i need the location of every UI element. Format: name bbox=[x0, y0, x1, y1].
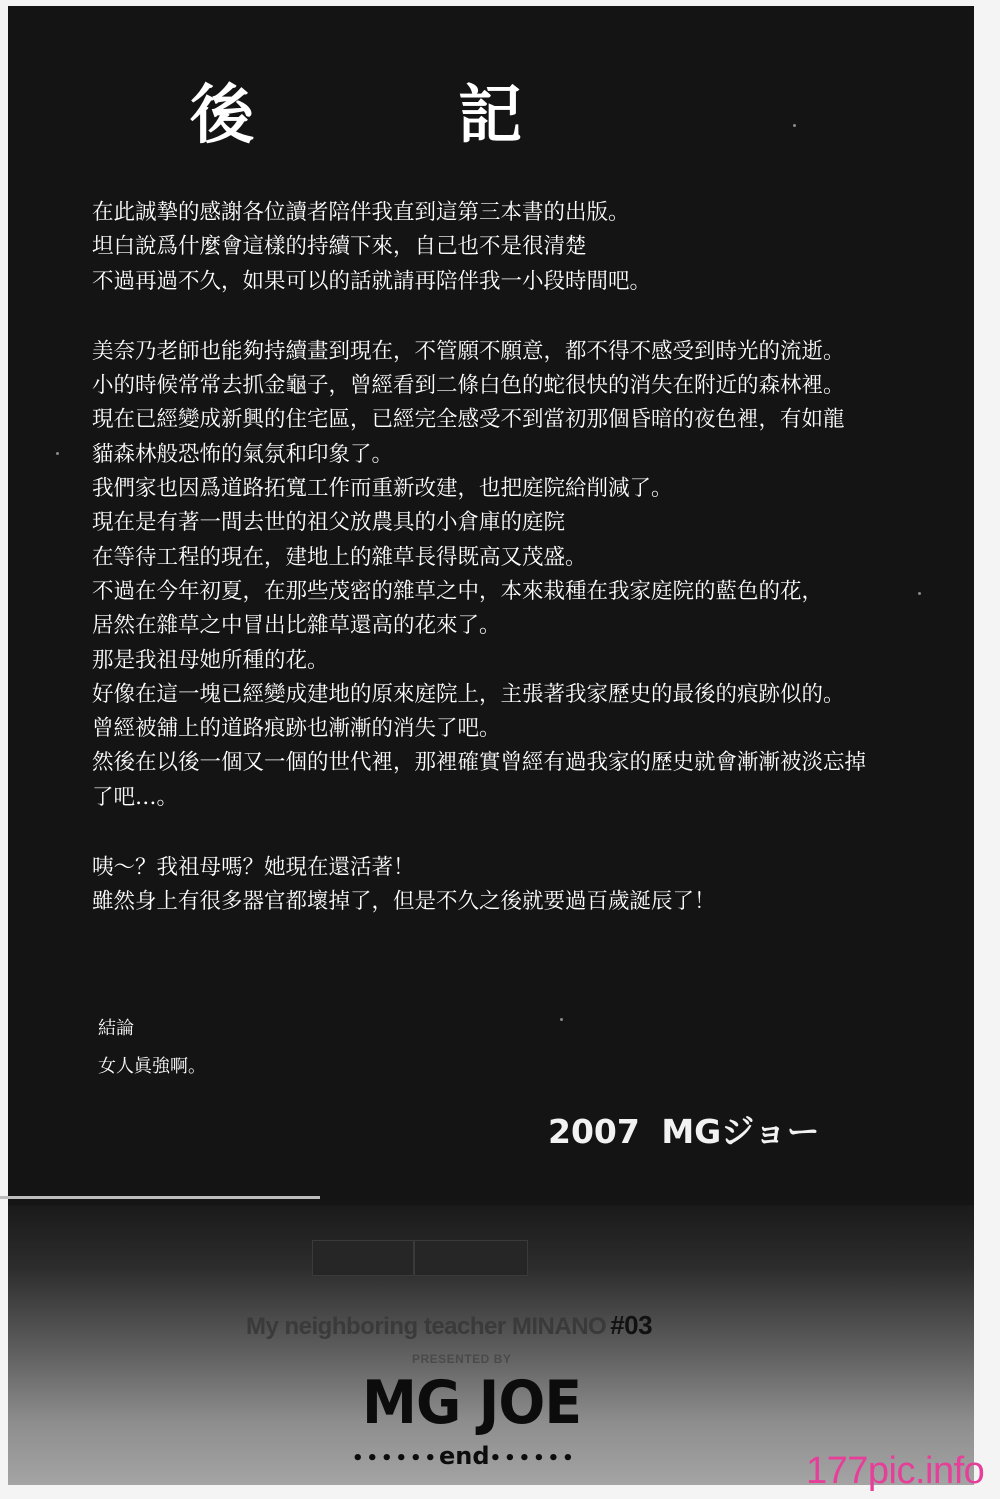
print-speck bbox=[56, 452, 59, 455]
paragraph-3 bbox=[92, 851, 872, 920]
end-mark bbox=[352, 1442, 577, 1470]
paragraph-2 bbox=[92, 335, 872, 815]
decorative-block-right bbox=[414, 1240, 528, 1276]
print-speck bbox=[918, 592, 921, 595]
author-signature: 2007 MGジョー bbox=[548, 1112, 820, 1151]
afterword-body bbox=[92, 196, 872, 956]
conclusion-text: 女人眞強啊。 bbox=[98, 1056, 206, 1077]
author-logo-text: MG JOE bbox=[362, 1368, 582, 1438]
paragraph-1 bbox=[92, 196, 872, 299]
series-title-text: My neighboring teacher MINANO bbox=[246, 1313, 607, 1340]
decorative-block-left bbox=[312, 1240, 414, 1276]
text-line: 然後在以後一個又一個的世代裡，那裡確實曾經有過我家的歷史就會漸漸被淡忘掉 bbox=[92, 750, 867, 776]
text-line: 不過再過不久，如果可以的話就請再陪伴我一小段時間吧。 bbox=[92, 268, 652, 294]
volume-number: #03 bbox=[610, 1310, 653, 1340]
presented-by-label: PRESENTED BY bbox=[412, 1352, 512, 1366]
text-line: 居然在雜草之中冒出比雜草還高的花來了。 bbox=[92, 613, 501, 639]
text-line: 咦～？我祖母嗎？她現在還活著！ bbox=[92, 855, 415, 881]
text-line: 在等待工程的現在，建地上的雜草長得既高又茂盛。 bbox=[92, 544, 587, 570]
text-line: 雖然身上有很多器官都壞掉了，但是不久之後就要過百歲誕辰了！ bbox=[92, 889, 716, 915]
text-line: 那是我祖母她所種的花。 bbox=[92, 647, 329, 673]
dots-left: •••••• bbox=[352, 1448, 440, 1469]
series-title bbox=[246, 1310, 652, 1341]
text-line: 好像在這一塊已經變成建地的原來庭院上，主張著我家歷史的最後的痕跡似的。 bbox=[92, 681, 845, 707]
afterword-heading: 後 記 bbox=[190, 78, 592, 153]
dots-right: •••••• bbox=[489, 1448, 577, 1469]
text-line: 現在已經變成新興的住宅區，已經完全感受不到當初那個昏暗的夜色裡，有如龍 bbox=[92, 407, 845, 433]
print-speck bbox=[560, 1018, 563, 1021]
text-line: 我們家也因爲道路拓寬工作而重新改建，也把庭院給削減了。 bbox=[92, 476, 673, 502]
text-line: 曾經被舖上的道路痕跡也漸漸的消失了吧。 bbox=[92, 716, 501, 742]
text-line: 小的時候常常去抓金龜子，曾經看到二條白色的蛇很快的消失在附近的森林裡。 bbox=[92, 373, 845, 399]
text-line: 貓森林般恐怖的氣氛和印象了。 bbox=[92, 441, 394, 467]
end-label: end bbox=[439, 1442, 490, 1470]
conclusion-label: 結論 bbox=[98, 1018, 134, 1039]
conclusion-block bbox=[98, 1010, 206, 1086]
site-watermark: 177pic.info bbox=[806, 1450, 985, 1492]
text-line: 美奈乃老師也能夠持續畫到現在，不管願不願意，都不得不感受到時光的流逝。 bbox=[92, 338, 845, 364]
text-line: 在此誠摯的感謝各位讀者陪伴我直到這第三本書的出版。 bbox=[92, 200, 630, 225]
panel-edge-line bbox=[0, 1196, 320, 1199]
text-line: 了吧…。 bbox=[92, 784, 179, 810]
print-speck bbox=[793, 124, 796, 127]
text-line: 不過在今年初夏，在那些茂密的雜草之中，本來栽種在我家庭院的藍色的花， bbox=[92, 578, 824, 604]
text-line: 現在是有著一間去世的祖父放農具的小倉庫的庭院 bbox=[92, 510, 566, 536]
text-line: 坦白說爲什麼會這樣的持續下來，自己也不是很清楚 bbox=[92, 234, 587, 260]
